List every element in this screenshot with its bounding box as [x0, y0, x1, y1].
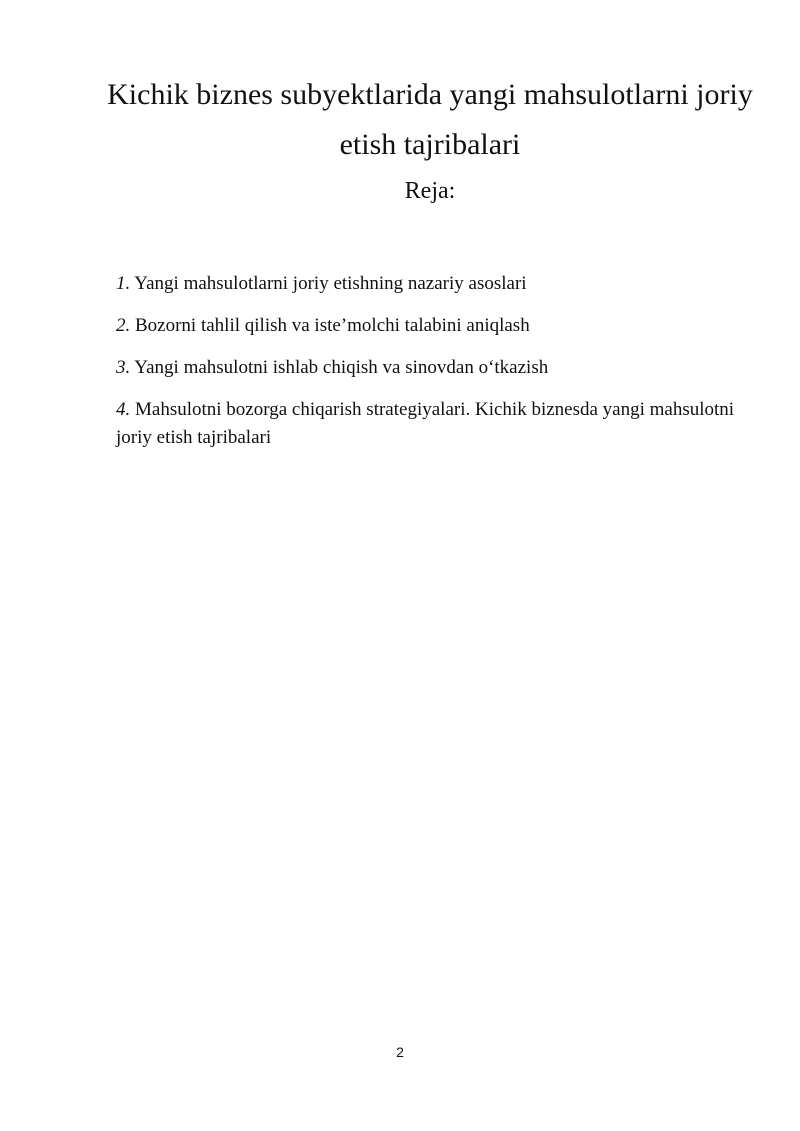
plan-item-number: 2. — [116, 315, 131, 336]
plan-item-text: Bozorni tahlil qilish va iste’molchi talabini aniqlash — [130, 315, 530, 336]
plan-item-text: Yangi mahsulotlarni joriy etishning nazariy asoslari — [130, 273, 527, 294]
document-title-line-2: etish tajribalari — [339, 128, 521, 161]
document-title-line-1: Kichik biznes subyektlarida yangi mahsulotlarni joriy — [107, 78, 753, 111]
plan-item-2 — [116, 312, 736, 340]
plan-item-3 — [116, 354, 736, 382]
plan-item-number: 1. — [116, 273, 131, 294]
plan-list — [116, 270, 736, 466]
plan-item-text: Mahsulotni bozorga chiqarish strategiyalari. Kichik biznesda yangi mahsulotni joriy etish tajribalari — [116, 399, 735, 448]
plan-heading: Reja: — [404, 178, 456, 204]
plan-item-number: 3. — [116, 357, 131, 378]
plan-item-number: 4. — [116, 399, 131, 420]
page-number: 2 — [396, 1044, 404, 1060]
plan-item-1 — [116, 270, 736, 298]
plan-item-4 — [116, 396, 736, 452]
plan-item-text: Yangi mahsulotni ishlab chiqish va sinovdan o‘tkazish — [130, 357, 549, 378]
